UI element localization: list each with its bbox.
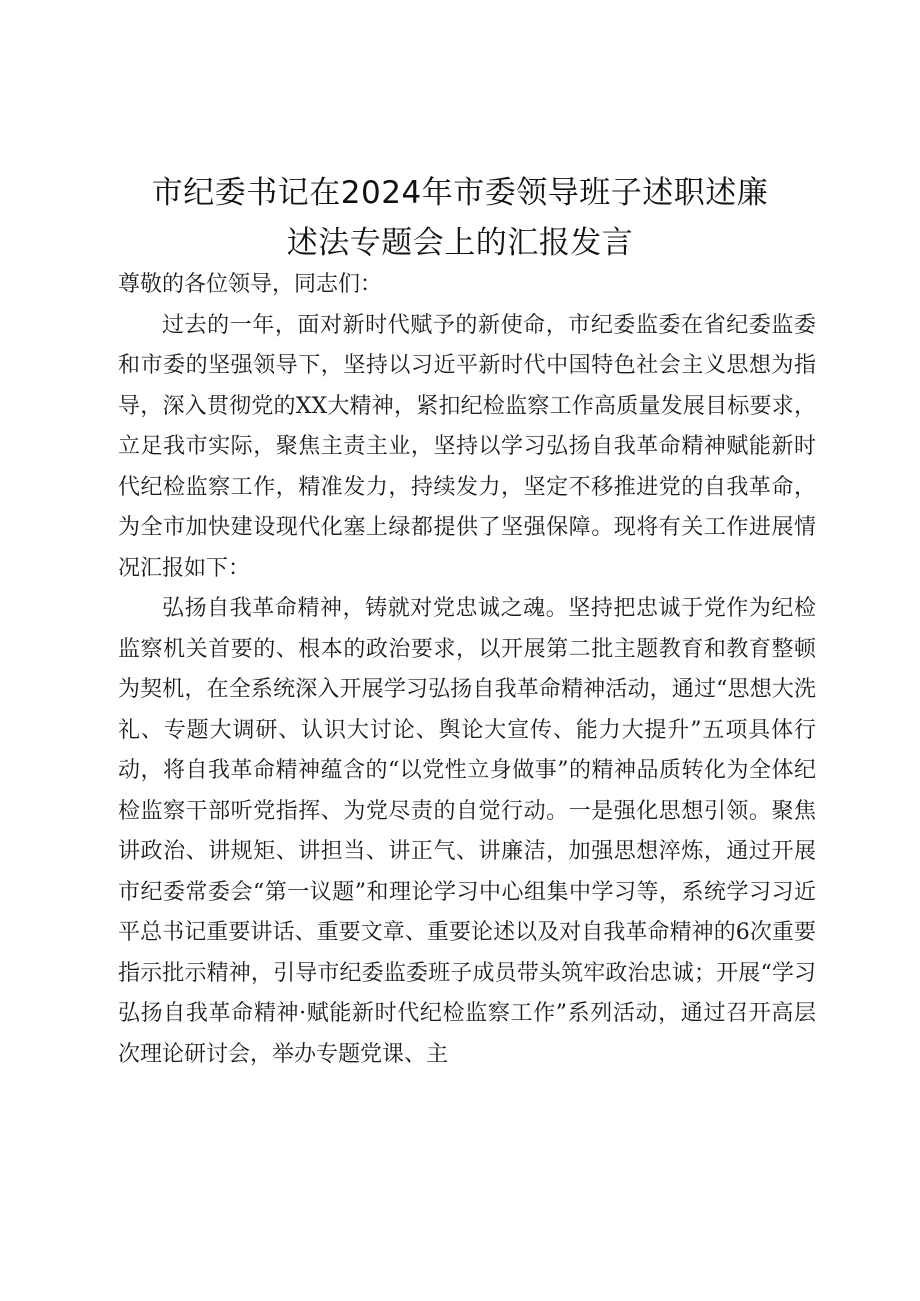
document-title — [100, 168, 820, 268]
salutation: 尊敬的各位领导，同志们： — [118, 272, 383, 297]
document-body — [118, 265, 816, 1075]
paragraph-1: 过去的一年，面对新时代赋予的新使命，市纪委监委在省纪委监委和市委的坚强领导下，坚持以习近平新时代中国特色社会主义思想为指导，深入贯彻党的XX大精神，紧扣纪检监察工作高质量发展目标要求，立足我市实际，聚焦主责主业，坚持以学习弘扬自我革命精神赋能新时代纪检监察工作，精准发力，持续发力，坚定不移推进党的自我革命，为全市加快建设现代化塞上绿都提供了坚强保障。现将有关工作进展情况汇报如下： — [118, 312, 816, 581]
title-line-2: 述法专题会上的汇报发言 — [286, 225, 634, 261]
paragraph-2: 弘扬自我革命精神，铸就对党忠诚之魂。坚持把忠诚于党作为纪检监察机关首要的、根本的政治要求，以开展第二批主题教育和教育整顿为契机，在全系统深入开展学习弘扬自我革命精神活动，通过“思想大洗礼、专题大调研、认识大讨论、舆论大宣传、能力大提升”五项具体行动，将自我革命精神蕴含的“以党性立身做事”的精神品质转化为全体纪检监察干部听党指挥、为党尽责的自觉行动。一是强化思想引领。聚焦讲政治、讲规矩、讲担当、讲正气、讲廉洁，加强思想淬炼，通过开展市纪委常委会“第一议题”和理论学习中心组集中学习等，系统学习习近平总书记重要讲话、重要文章、重要论述以及对自我革命精神的6次重要指示批示精神，引导市纪委监委班子成员带头筑牢政治忠诚；开展“学习弘扬自我革命精神·赋能新时代纪检监察工作”系列活动，通过召开高层次理论研讨会，举办专题党课、主 — [118, 596, 816, 1067]
title-line-1: 市纪委书记在2024年市委领导班子述职述廉 — [151, 175, 769, 211]
